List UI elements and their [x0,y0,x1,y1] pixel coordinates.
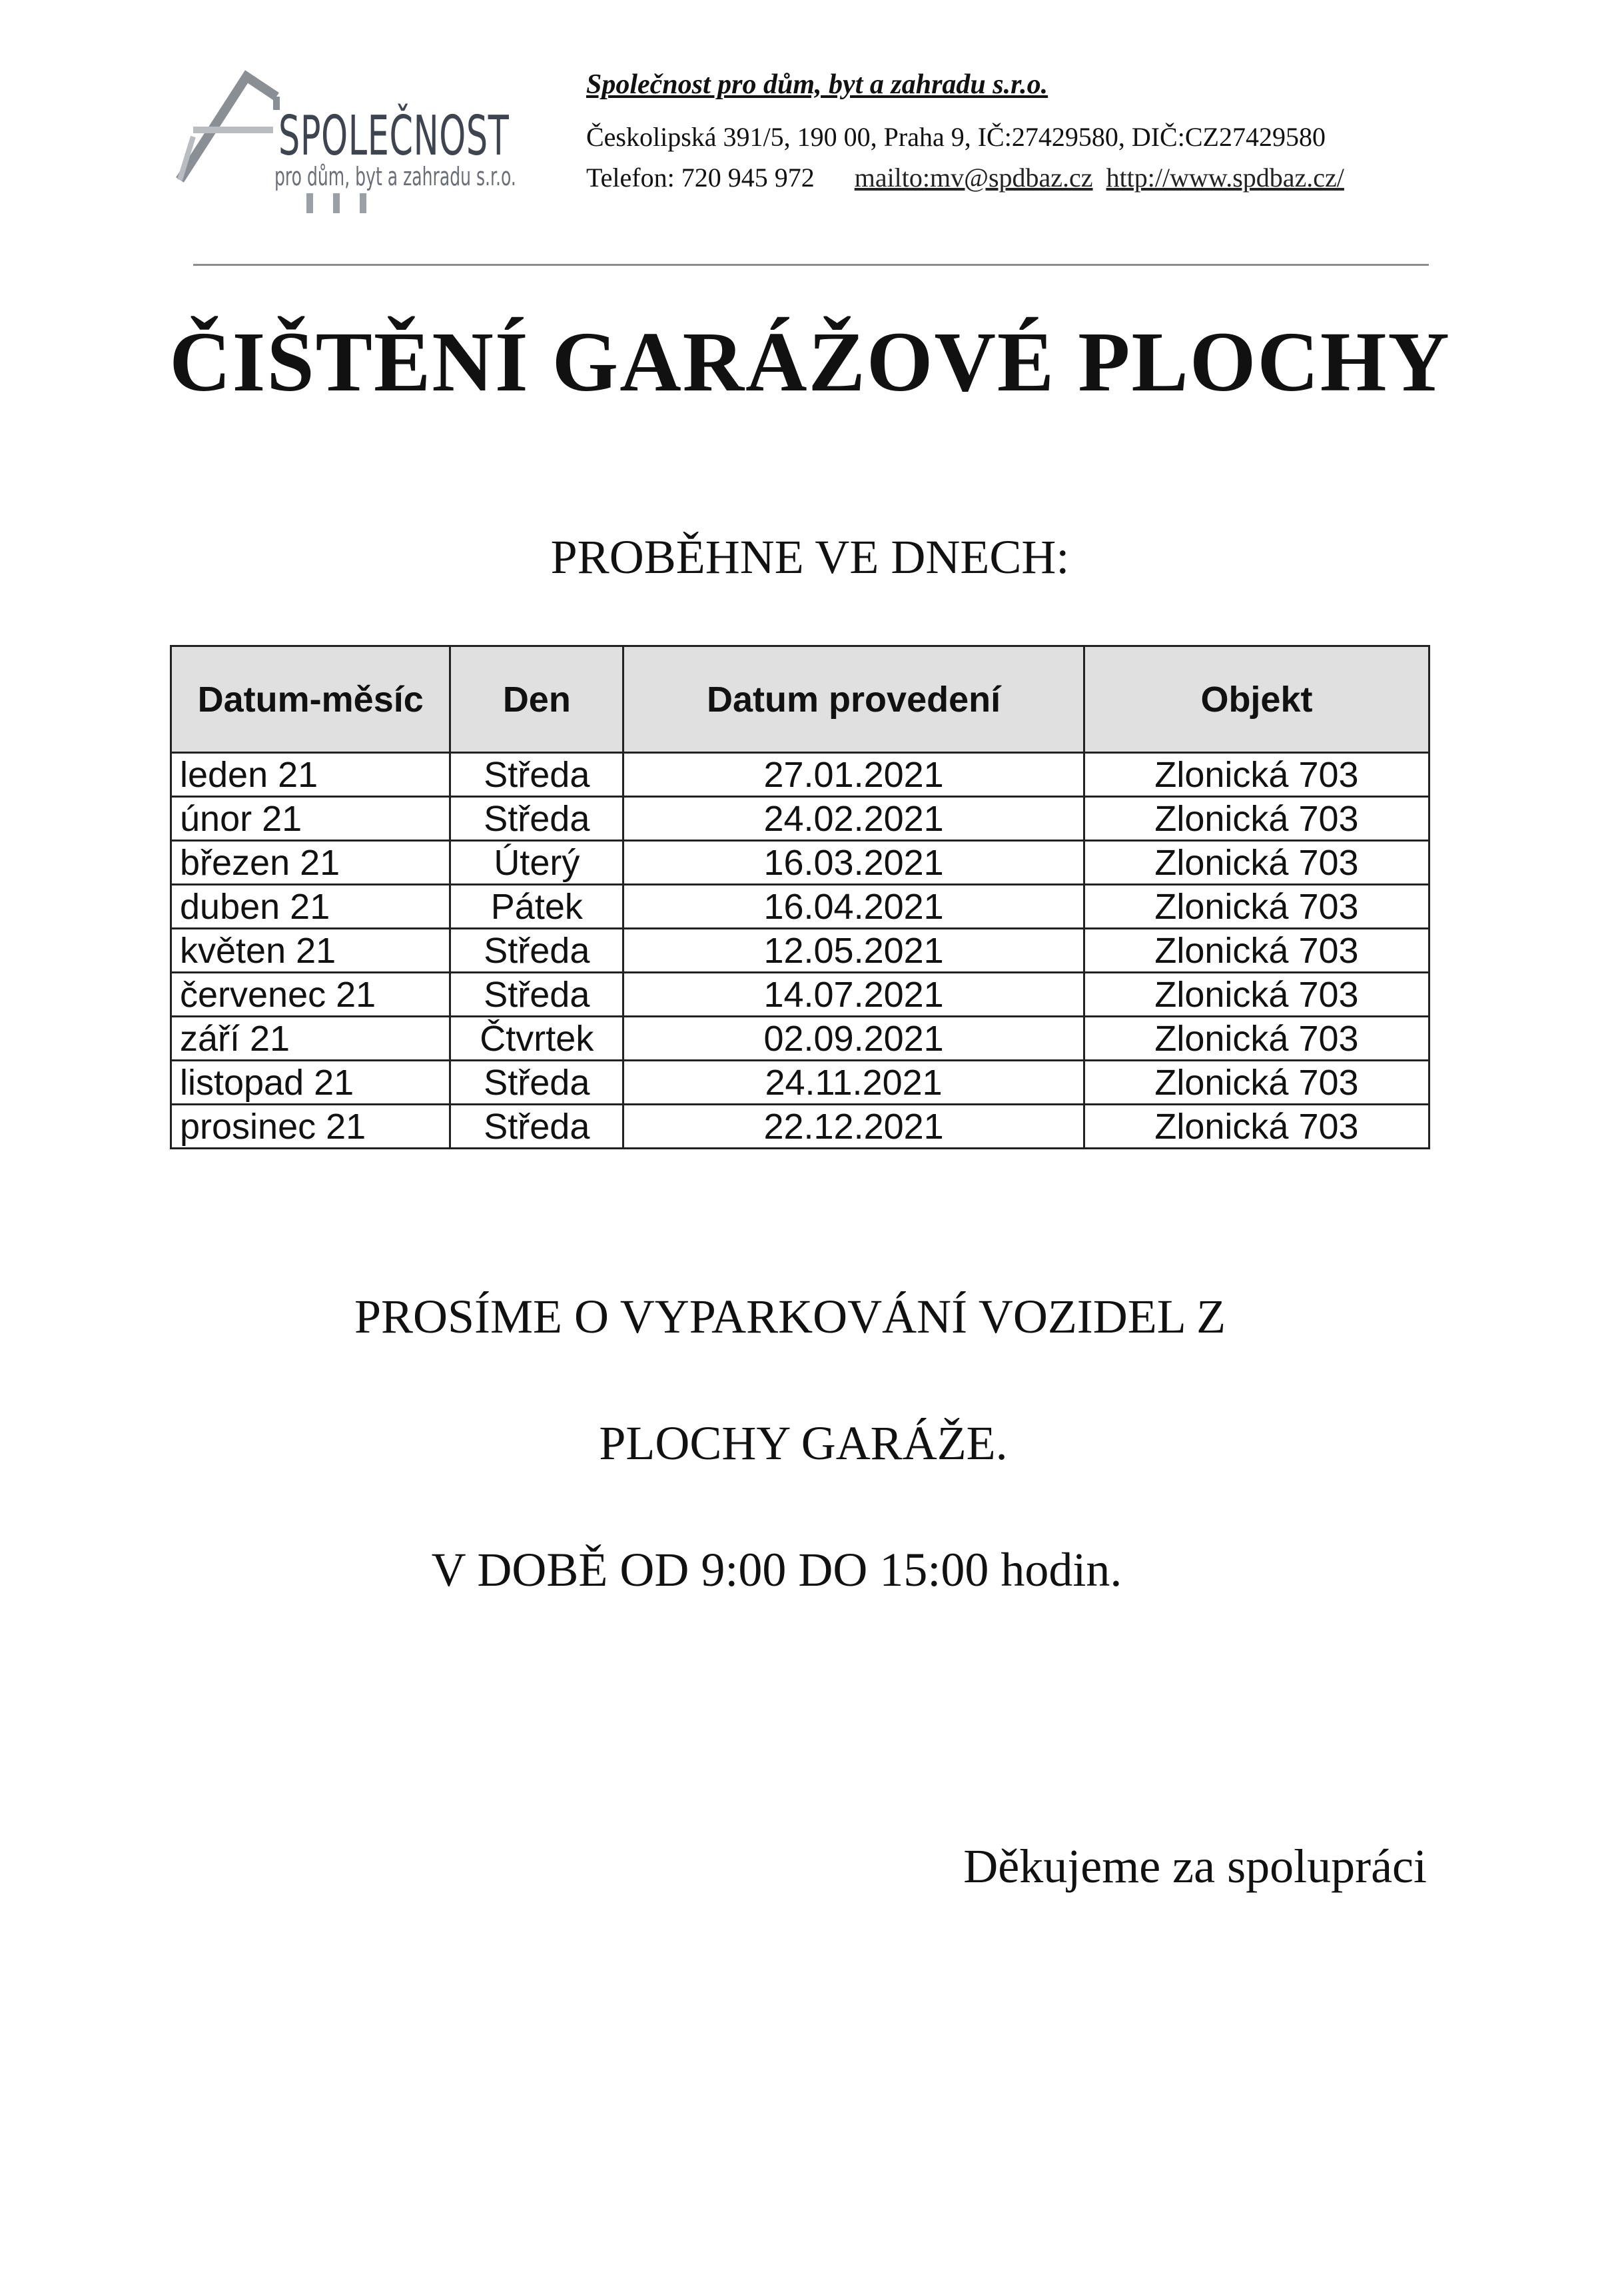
logo-tagline: pro dům, byt a zahradu s.r.o. [274,162,516,191]
header-divider [193,264,1429,266]
logo-wordmark: SPOLEČNOST [278,105,510,168]
cell-month: květen 21 [171,929,450,973]
table-row [171,1061,1429,1105]
closing-text: Děkujeme za spolupráci [963,1840,1427,1893]
notice-line-1: PROSÍME O VYPARKOVÁNÍ VOZIDEL Z [354,1290,1226,1343]
phone-number: Telefon: 720 945 972 [586,163,815,193]
cell-month: září 21 [171,1017,450,1061]
column-header-object: Objekt [1084,646,1429,753]
cell-day: Pátek [450,885,623,929]
cell-day: Středa [450,797,623,841]
cell-month: březen 21 [171,841,450,885]
notice-line-2: PLOCHY GARÁŽE. [599,1417,1008,1470]
cell-date: 22.12.2021 [623,1105,1084,1149]
cell-day: Středa [450,973,623,1017]
column-header-month: Datum-měsíc [171,646,450,753]
cell-date: 24.02.2021 [623,797,1084,841]
cell-date: 27.01.2021 [623,753,1084,797]
cell-month: únor 21 [171,797,450,841]
cell-day: Čtvrtek [450,1017,623,1061]
cell-month: leden 21 [171,753,450,797]
cell-date: 16.04.2021 [623,885,1084,929]
schedule-table [170,645,1430,1149]
company-logo [167,63,516,217]
cell-object: Zlonická 703 [1084,1061,1429,1105]
cell-date: 24.11.2021 [623,1061,1084,1105]
contact-line [586,162,1351,193]
table-row [171,885,1429,929]
cell-day: Středa [450,753,623,797]
cell-date: 02.09.2021 [623,1017,1084,1061]
cell-object: Zlonická 703 [1084,797,1429,841]
email-link[interactable]: mailto:mv@spdbaz.cz [854,163,1093,193]
cell-object: Zlonická 703 [1084,1105,1429,1149]
table-row [171,753,1429,797]
cell-date: 12.05.2021 [623,929,1084,973]
cell-day: Středa [450,1105,623,1149]
cell-month: duben 21 [171,885,450,929]
cell-object: Zlonická 703 [1084,753,1429,797]
table-row [171,1017,1429,1061]
table-row [171,1105,1429,1149]
page-title: ČIŠTĚNÍ GARÁŽOVÉ PLOCHY [169,314,1451,409]
table-row [171,929,1429,973]
table-row [171,841,1429,885]
cell-day: Úterý [450,841,623,885]
page-subtitle: PROBĚHNE VE DNECH: [550,530,1070,584]
company-name: Společnost pro dům, byt a zahradu s.r.o. [586,69,1048,100]
table-row [171,973,1429,1017]
website-link[interactable]: http://www.spdbaz.cz/ [1106,163,1344,193]
cell-object: Zlonická 703 [1084,973,1429,1017]
cell-date: 14.07.2021 [623,973,1084,1017]
cell-day: Středa [450,929,623,973]
column-header-date: Datum provedení [623,646,1084,753]
company-address: Českolipská 391/5, 190 00, Praha 9, IČ:27429580, DIČ:CZ27429580 [586,122,1326,152]
cell-day: Středa [450,1061,623,1105]
cell-month: listopad 21 [171,1061,450,1105]
table-header-row [171,646,1429,753]
cell-month: prosinec 21 [171,1105,450,1149]
cell-month: červenec 21 [171,973,450,1017]
notice-line-3: V DOBĚ OD 9:00 DO 15:00 hodin. [431,1543,1122,1596]
table-row [171,797,1429,841]
cell-date: 16.03.2021 [623,841,1084,885]
cell-object: Zlonická 703 [1084,1017,1429,1061]
cell-object: Zlonická 703 [1084,929,1429,973]
column-header-day: Den [450,646,623,753]
cell-object: Zlonická 703 [1084,841,1429,885]
cell-object: Zlonická 703 [1084,885,1429,929]
